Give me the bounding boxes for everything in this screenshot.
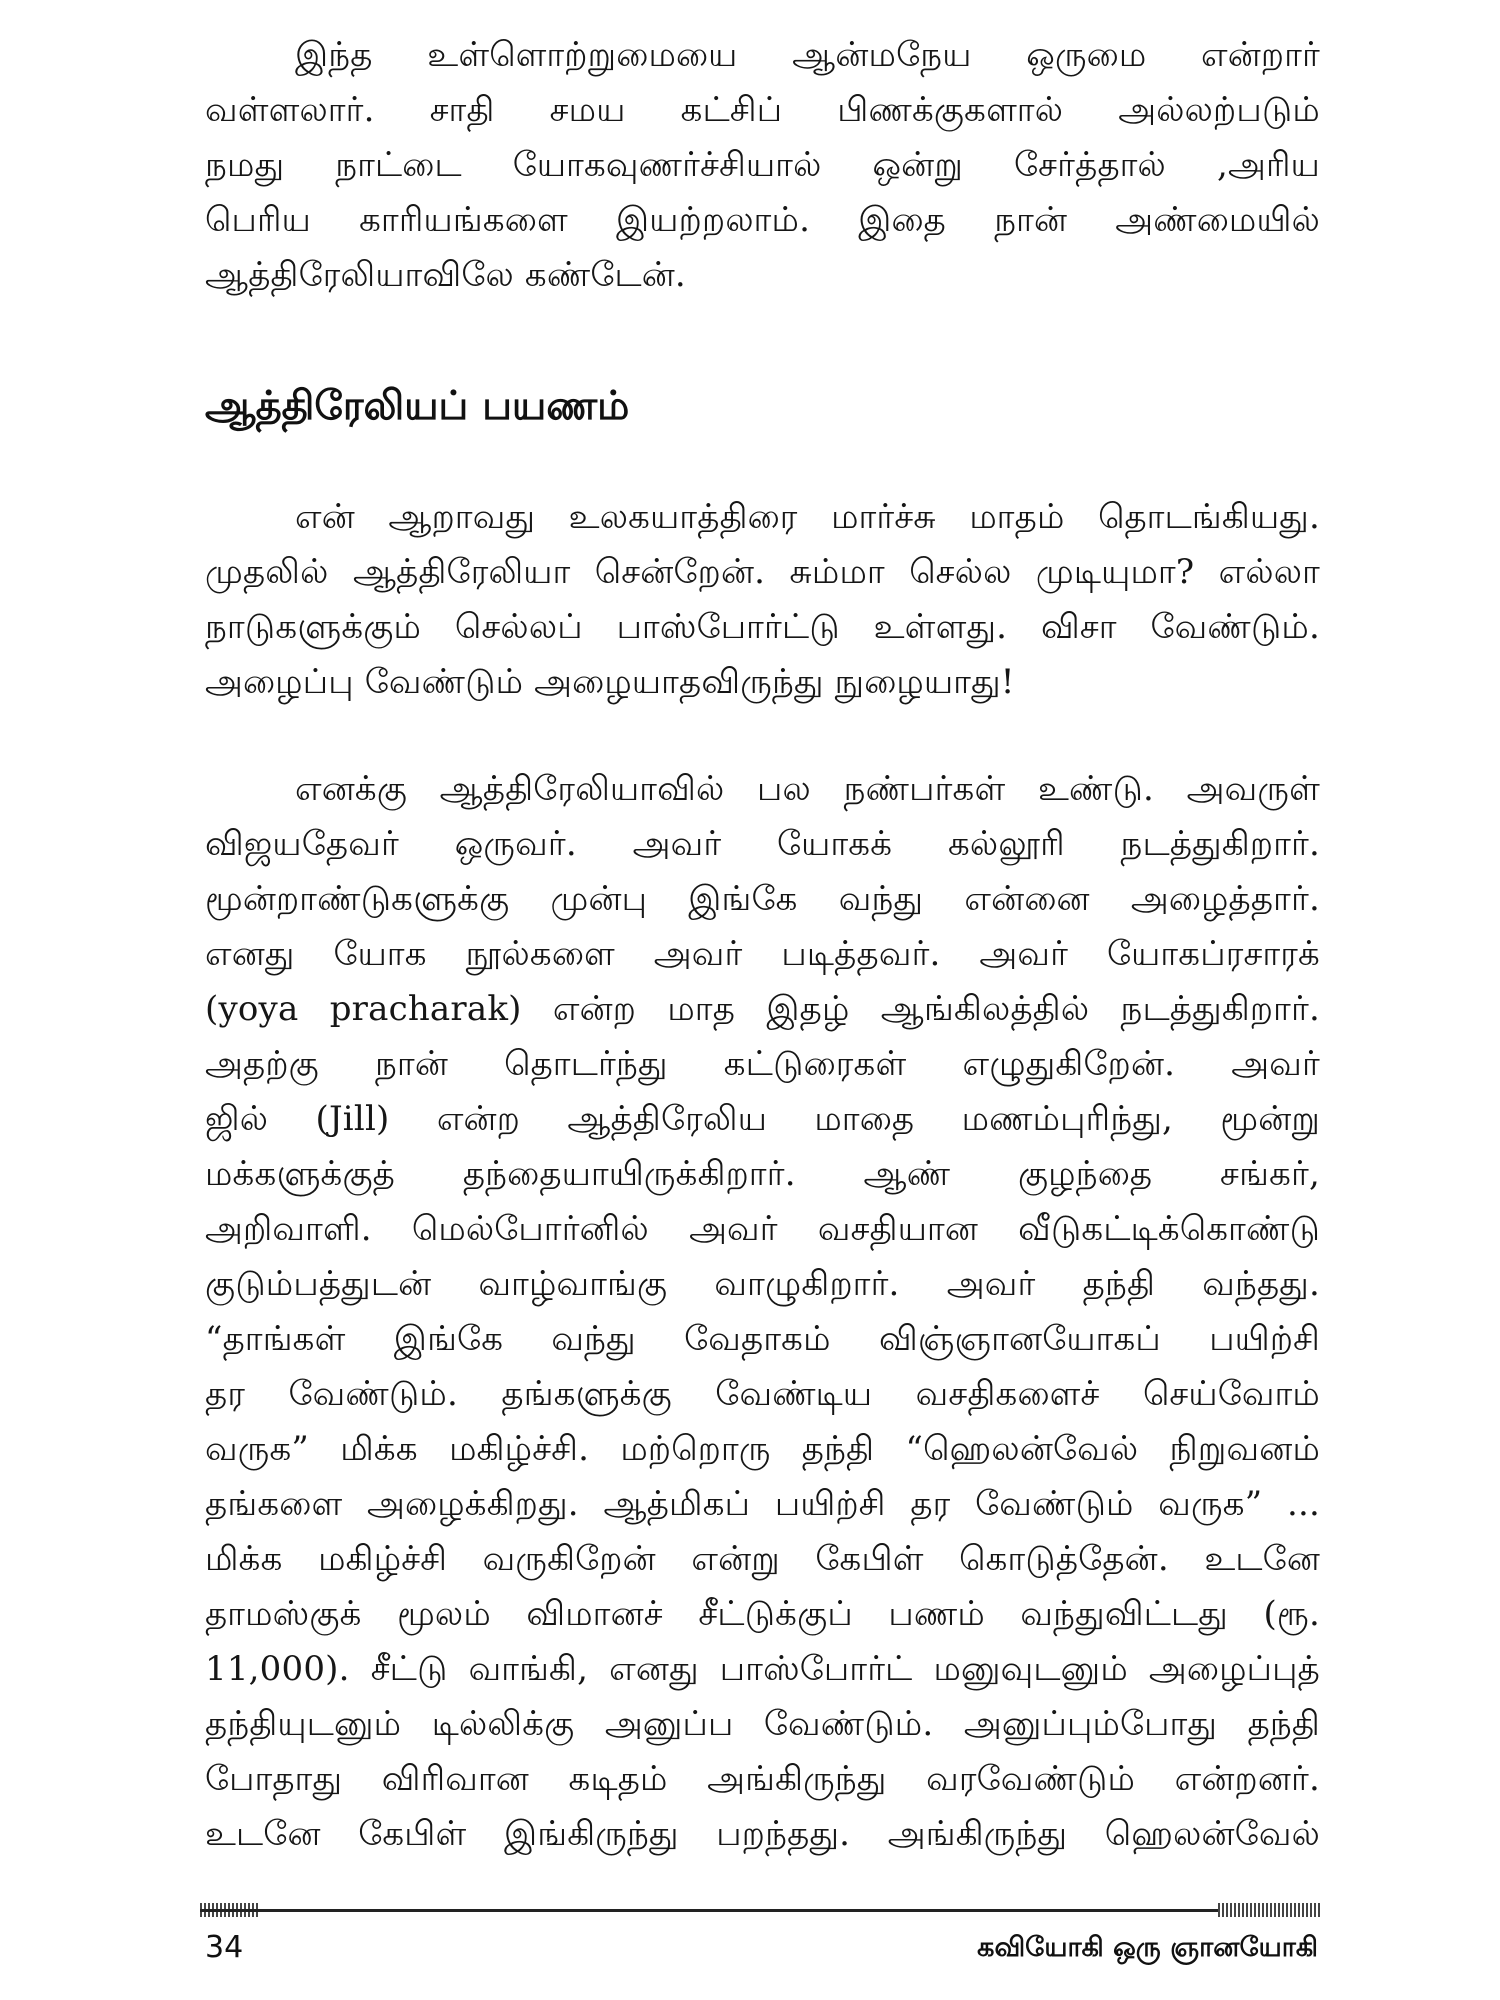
paragraph-line: தாமஸ்குக் மூலம் விமானச் சீட்டுக்குப் பணம் வந்துவிட்டது (ரூ. xyxy=(205,1594,1320,1634)
paragraph-line: மக்களுக்குத் தந்தையாயிருக்கிறார். ஆண் குழந்தை சங்கர், xyxy=(205,1154,1320,1194)
paragraph-line: எனது யோக நூல்களை அவர் படித்தவர். அவர் யோகப்ரசாரக் xyxy=(205,934,1320,974)
paragraph-line: ஆத்திரேலியாவிலே கண்டேன். xyxy=(205,255,686,295)
paragraph-line: வள்ளலார். சாதி சமய கட்சிப் பிணக்குகளால் அல்லற்படும் xyxy=(205,90,1320,130)
paragraph-line: மிக்க மகிழ்ச்சி வருகிறேன் என்று கேபிள் கொடுத்தேன். உடனே xyxy=(205,1539,1320,1579)
paragraph-line: அறிவாளி. மெல்போர்னில் அவர் வசதியான வீடுகட்டிக்கொண்டு xyxy=(205,1209,1320,1249)
paragraph-line: முதலில் ஆத்திரேலியா சென்றேன். சும்மா செல்ல முடியுமா? எல்லா xyxy=(205,552,1320,592)
paragraph-line: விஜயதேவர் ஒருவர். அவர் யோகக் கல்லூரி நடத்துகிறார். xyxy=(205,824,1320,864)
paragraph-line: “தாங்கள் இங்கே வந்து வேதாகம் விஞ்ஞானயோகப் பயிற்சி xyxy=(205,1319,1320,1359)
paragraph-line: பெரிய காரியங்களை இயற்றலாம். இதை நான் அண்மையில் xyxy=(205,200,1320,240)
book-title: கவியோகி ஒரு ஞானயோகி xyxy=(977,1932,1318,1963)
paragraph-line: அழைப்பு வேண்டும் அழையாதவிருந்து நுழையாது! xyxy=(205,662,1015,702)
paragraph-line: 11,000). சீட்டு வாங்கி, எனது பாஸ்போர்ட் மனுவுடனும் அழைப்புத் xyxy=(205,1649,1320,1689)
paragraph-line: நமது நாட்டை யோகவுணர்ச்சியால் ஒன்று சேர்த்தால் ,அரிய xyxy=(205,145,1320,185)
paragraph-line: (yoya pracharak) என்ற மாத இதழ் ஆங்கிலத்தில் நடத்துகிறார். xyxy=(205,989,1320,1029)
paragraph-line: குடும்பத்துடன் வாழ்வாங்கு வாழுகிறார். அவர் தந்தி வந்தது. xyxy=(205,1264,1320,1304)
paragraph-2 xyxy=(205,490,1320,710)
paragraph-line: தங்களை அழைக்கிறது. ஆத்மிகப் பயிற்சி தர வேண்டும் வருக” ... xyxy=(205,1484,1320,1524)
paragraph-3 xyxy=(205,762,1320,1862)
paragraph-1 xyxy=(205,28,1320,303)
paragraph-line: என் ஆறாவது உலகயாத்திரை மார்ச்சு மாதம் தொடங்கியது. xyxy=(295,497,1320,537)
paragraph-line: இந்த உள்ளொற்றுமையை ஆன்மநேய ஒருமை என்றார் xyxy=(295,35,1320,75)
paragraph-line: தந்தியுடனும் டில்லிக்கு அனுப்ப வேண்டும். அனுப்பும்போது தந்தி xyxy=(205,1704,1320,1744)
footer-ornament-right xyxy=(1218,1903,1320,1917)
paragraph-line: போதாது விரிவான கடிதம் அங்கிருந்து வரவேண்டும் என்றனர். xyxy=(205,1759,1320,1799)
paragraph-line: எனக்கு ஆத்திரேலியாவில் பல நண்பர்கள் உண்டு. அவருள் xyxy=(295,769,1320,809)
paragraph-line: ஜில் (Jill) என்ற ஆத்திரேலிய மாதை மணம்புரிந்து, மூன்று xyxy=(205,1099,1320,1139)
section-heading: ஆத்திரேலியப் பயணம் xyxy=(205,383,630,429)
paragraph-line: மூன்றாண்டுகளுக்கு முன்பு இங்கே வந்து என்னை அழைத்தார். xyxy=(205,879,1320,919)
paragraph-line: தர வேண்டும். தங்களுக்கு வேண்டிய வசதிகளைச் செய்வோம் xyxy=(205,1374,1320,1414)
paragraph-line: உடனே கேபிள் இங்கிருந்து பறந்தது. அங்கிருந்து ஹெலன்வேல் xyxy=(205,1814,1320,1854)
paragraph-line: அதற்கு நான் தொடர்ந்து கட்டுரைகள் எழுதுகிறேன். அவர் xyxy=(205,1044,1320,1084)
paragraph-line: வருக” மிக்க மகிழ்ச்சி. மற்றொரு தந்தி “ஹெலன்வேல் நிறுவனம் xyxy=(205,1429,1320,1469)
footer-rule xyxy=(200,1909,1320,1912)
page-number: 34 xyxy=(205,1930,244,1965)
paragraph-line: நாடுகளுக்கும் செல்லப் பாஸ்போர்ட்டு உள்ளது. விசா வேண்டும். xyxy=(205,607,1320,647)
